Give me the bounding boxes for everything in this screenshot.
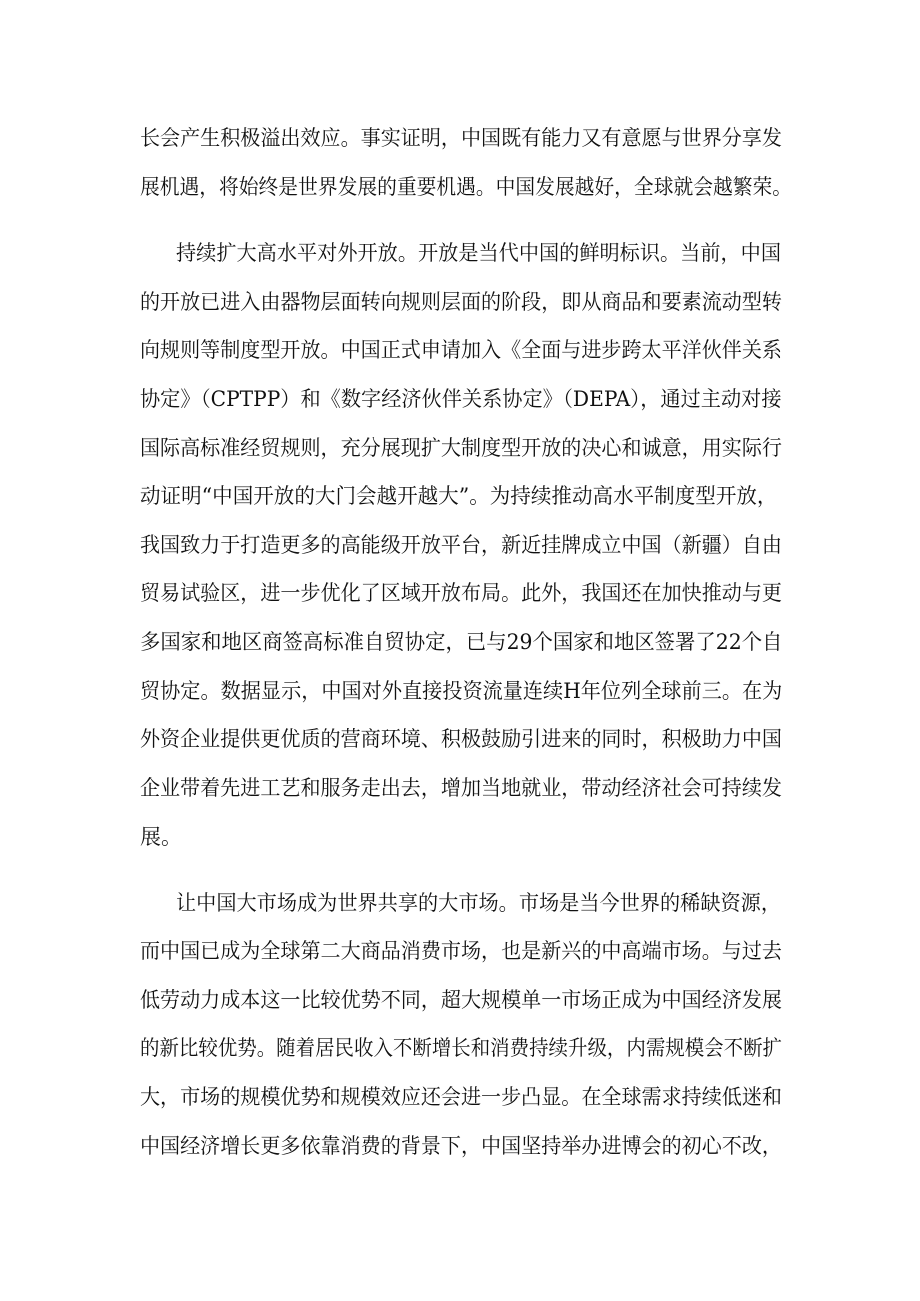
text-line: 向规则等制度型开放。中国正式申请加入《全面与进步跨太平洋伙伴关系 [140,338,782,362]
text-line: 展。 [140,825,182,849]
text-line: 企业带着先进工艺和服务走出去，增加当地就业，带动经济社会可持续发 [140,776,782,800]
text-line: 的新比较优势。随着居民收入不断增长和消费持续升级，内需规模会不断扩 [140,1036,782,1060]
text-line: 我国致力于打造更多的高能级开放平台，新近挂牌成立中国（新疆）自由 [140,533,782,557]
text-line: 贸协定。数据显示，中国对外直接投资流量连续H年位列全球前三。在为 [140,679,783,703]
text-line: 大，市场的规模优势和规模效应还会进一步凸显。在全球需求持续低迷和 [140,1085,782,1109]
text-line: 低劳动力成本这一比较优势不同，超大规模单一市场正成为中国经济发展 [140,988,782,1012]
text-line: 国际高标准经贸规则，充分展现扩大制度型开放的决心和诚意，用实际行 [140,436,782,460]
text-line: 动证明“中国开放的大门会越开越大”。为持续推动高水平制度型开放， [140,484,778,508]
text-line: 多国家和地区商签高标准自贸协定，已与29个国家和地区签署了22个自 [140,630,783,654]
text-line: 中国经济增长更多依靠消费的背景下，中国坚持举办进博会的初心不改， [140,1134,782,1158]
text-line: 持续扩大高水平对外开放。开放是当代中国的鲜明标识。当前，中国 [176,241,781,265]
text-line: 而中国已成为全球第二大商品消费市场，也是新兴的中高端市场。与过去 [140,939,782,963]
text-line: 协定》（CPTPP）和《数字经济伙伴关系协定》（DEPA），通过主动对接 [140,387,782,411]
text-line: 贸易试验区，进一步优化了区域开放布局。此外，我国还在加快推动与更 [140,581,782,605]
text-line: 展机遇，将始终是世界发展的重要机遇。中国发展越好，全球就会越繁荣。 [140,175,792,199]
text-line: 外资企业提供更优质的营商环境、积极鼓励引进来的同时，积极助力中国 [140,727,782,751]
text-line: 长会产生积极溢出效应。事实证明，中国既有能力又有意愿与世界分享发 [140,126,782,150]
text-line: 的开放已进入由器物层面转向规则层面的阶段，即从商品和要素流动型转 [140,290,782,314]
text-line: 让中国大市场成为世界共享的大市场。市场是当今世界的稀缺资源， [176,891,781,915]
